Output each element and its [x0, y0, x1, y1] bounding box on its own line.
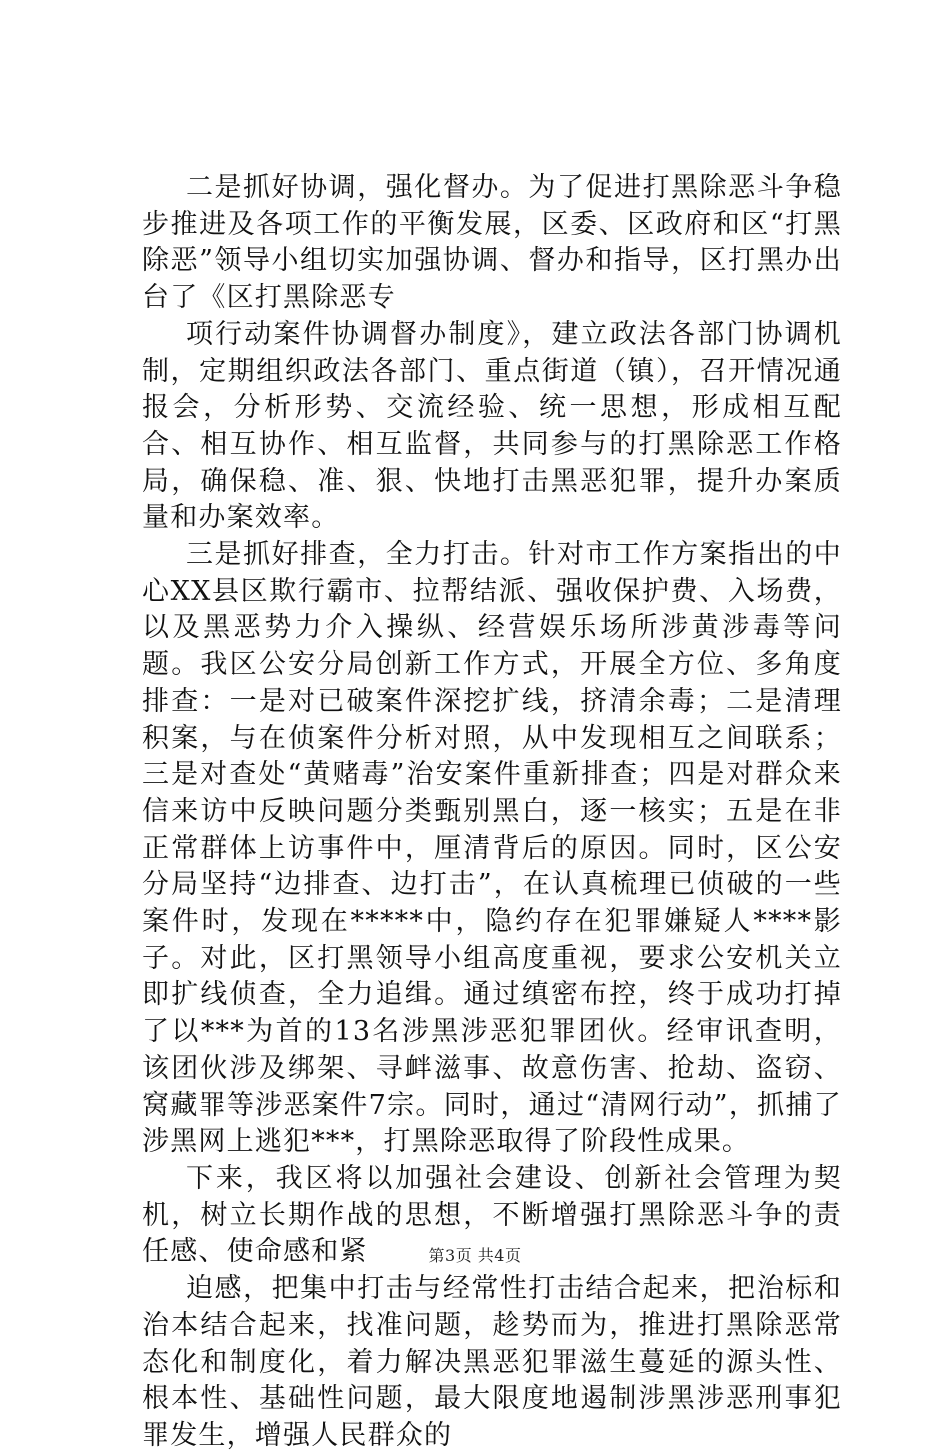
page-number-footer: 第3页 共4页 [428, 1246, 522, 1265]
paragraph-1: 二是抓好协调，强化督办。为了促进打黑除恶斗争稳步推进及各项工作的平衡发展，区委、区政府和区“打黑除恶”领导小组切实加强协调、督办和指导，区打黑办出台了《区打黑除恶专 [142, 172, 842, 314]
paragraph-5: 迫感，把集中打击与经常性打击结合起来，把治标和治本结合起来，找准问题，趁势而为，推进打黑除恶常态化和制度化，着力解决黑恶犯罪滋生蔓延的源头性、根本性、基础性问题，最大限度地遏制涉黑涉恶刑事犯罪发生，增强人民群众的 [142, 1273, 842, 1451]
paragraph-3: 三是抓好排查，全力打击。针对市工作方案指出的中心XX县区欺行霸市、拉帮结派、强收保护费、入场费，以及黑恶势力介入操纵、经营娱乐场所涉黄涉毒等问题。我区公安分局创新工作方式，开展全方位、多角度排查：一是对已破案件深挖扩线，挤清余毒；二是清理积案，与在侦案件分析对照，从中发现相互之间联系；三是对查处“黄赌毒”治安案件重新排查；四是对群众来信来访中反映问题分类甄别黑白，逐一核实；五是在非正常群体上访事件中，厘清背后的原因。同时，区公安分局坚持“边排查、边打击”，在认真梳理已侦破的一些案件时，发现在*****中，隐约存在犯罪嫌疑人****影子。对此，区打黑领导小组高度重视，要求公安机关立即扩线侦查，全力追缉。通过缜密布控，终于成功打掉了以***为首的13名涉黑涉恶犯罪团伙。经审讯查明，该团伙涉及绑架、寻衅滋事、故意伤害、抢劫、盗窃、窝藏罪等涉恶案件7宗。同时，通过“清网行动”，抓捕了涉黑网上逃犯***，打黑除恶取得了阶段性成果。 [142, 539, 842, 1158]
paragraph-2: 项行动案件协调督办制度》，建立政法各部门协调机制，定期组织政法各部门、重点街道（镇），召开情况通报会，分析形势、交流经验、统一思想，形成相互配合、相互协作、相互监督，共同参与的打黑除恶工作格局，确保稳、准、狠、快地打击黑恶犯罪，提升办案质量和办案效率。 [142, 318, 842, 534]
paragraph-4: 下来，我区将以加强社会建设、创新社会管理为契机，树立长期作战的思想，不断增强打黑除恶斗争的责任感、使命感和紧 [142, 1162, 842, 1268]
